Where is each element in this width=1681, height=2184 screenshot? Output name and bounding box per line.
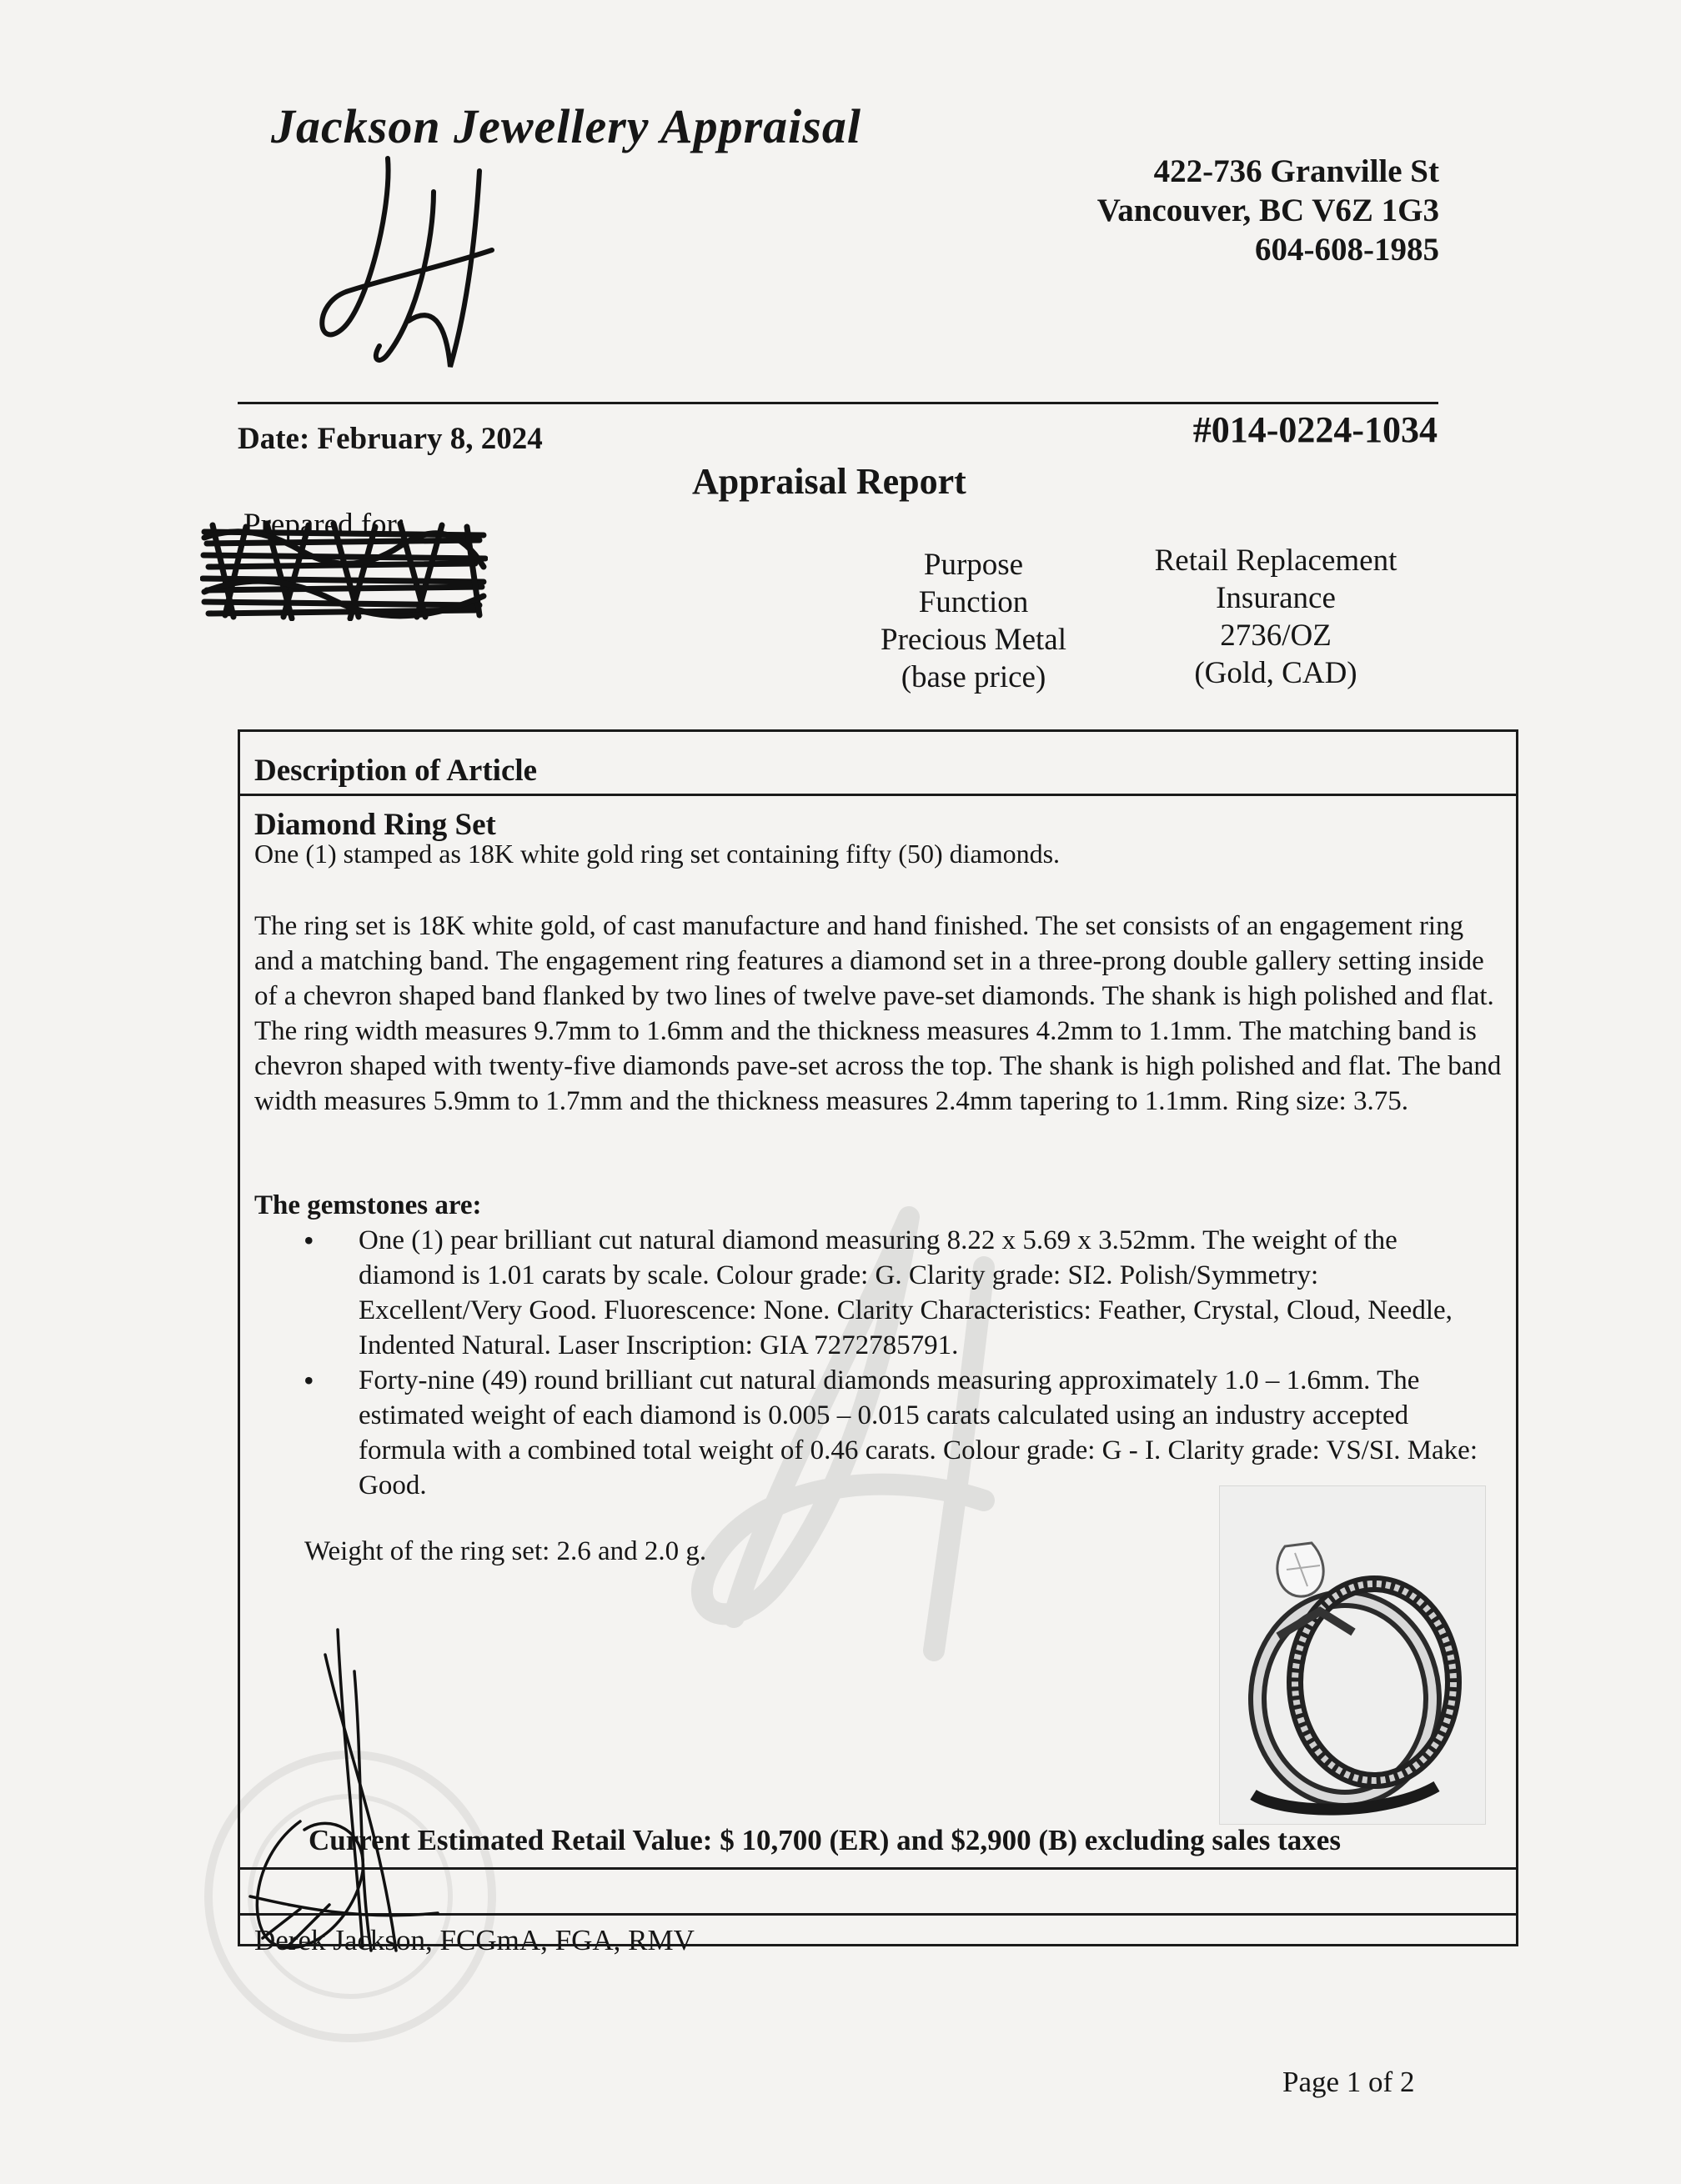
meta-value-purpose: Retail Replacement — [1154, 543, 1397, 578]
description-header-rule — [238, 794, 1518, 796]
report-number: #014-0224-1034 — [1192, 409, 1438, 450]
meta-value-metal-unit: (Gold, CAD) — [1194, 656, 1357, 690]
handwritten-signature — [238, 1621, 463, 1955]
page-number: Page 1 of 2 — [1282, 2066, 1415, 2098]
meta-values — [1134, 542, 1418, 692]
header-rule — [238, 402, 1438, 404]
gemstones-header: The gemstones are: — [254, 1190, 482, 1220]
meta-value-metal-price: 2736/OZ — [1220, 619, 1332, 653]
item-summary: One (1) stamped as 18K white gold ring set containing fifty (50) diamonds. — [254, 839, 1061, 869]
jj-monogram-logo — [309, 142, 509, 375]
address-line-1: 422-736 Granville St — [1153, 153, 1439, 189]
prepared-for-label: Prepared for: — [243, 508, 406, 542]
meta-labels — [867, 546, 1080, 696]
gemstone-item-melee-diamonds: • Forty-nine (49) round brilliant cut natural diamonds measuring approximately 1.0 – 1.6mm. The estimated weight of each diamond is 0.005 – 0.015 carats calculated using an industry accepted formula with a combined total weight of 0.46 carats. Colour grade: G - I. Clarity grade: VS/SI. Make: Good. — [300, 1363, 1484, 1503]
meta-label-purpose: Purpose — [923, 548, 1024, 582]
phone-number: 604-608-1985 — [1255, 232, 1439, 268]
meta-label-precious-metal: Precious Metal — [881, 623, 1066, 657]
ring-set-photo — [1219, 1485, 1486, 1825]
gemstone-item-center-diamond: • One (1) pear brilliant cut natural diamond measuring 8.22 x 5.69 x 3.52mm. The weight of the diamond is 1.01 carats by scale. Colour grade: G. Clarity grade: SI2. Polish/Symmetry: Excellent/Very Good. Fluorescence: None. Clarity Characteristics: Feather, Crystal, Cloud, Needle, Indented Natural. Laser Inscription: GIA 7272785791. — [300, 1223, 1484, 1363]
company-name: Jackson Jewellery Appraisal — [271, 99, 861, 153]
report-date: Date: February 8, 2024 — [238, 422, 543, 456]
meta-label-base-price: (base price) — [901, 660, 1046, 694]
report-title: Appraisal Report — [692, 461, 966, 502]
gemstone-list — [300, 1223, 1484, 1503]
appraiser-name: Derek Jackson, FCGmA, FGA, RMV — [254, 1924, 695, 1956]
redaction-scribble — [200, 517, 488, 621]
prepared-for-block — [200, 507, 488, 619]
estimated-retail-value: Current Estimated Retail Value: $ 10,700 (ER) and $2,900 (B) excluding sales taxes — [309, 1824, 1341, 1856]
item-title: Diamond Ring Set — [254, 808, 496, 842]
ring-set-weight: Weight of the ring set: 2.6 and 2.0 g. — [304, 1536, 707, 1566]
meta-label-function: Function — [918, 585, 1029, 619]
description-header: Description of Article — [254, 754, 538, 788]
item-description: The ring set is 18K white gold, of cast manufacture and hand finished. The set consists of an engagement ring and a matching band. The engagement ring features a diamond set in a three-prong double gallery setting inside of a chevron shaped band flanked by two lines of twelve pave-set diamonds. The shank is high polished and flat. The ring width measures 9.7mm to 1.6mm and the thickness measures 4.2mm to 1.1mm. The matching band is chevron shaped with twenty-five diamonds pave-set across the top. The shank is high polished and flat. The band width measures 5.9mm to 1.7mm and the thickness measures 2.4mm tapering to 1.1mm. Ring size: 3.75. — [254, 911, 1502, 1116]
company-address — [1097, 152, 1439, 269]
meta-value-function: Insurance — [1216, 581, 1336, 615]
address-line-2: Vancouver, BC V6Z 1G3 — [1096, 193, 1439, 228]
